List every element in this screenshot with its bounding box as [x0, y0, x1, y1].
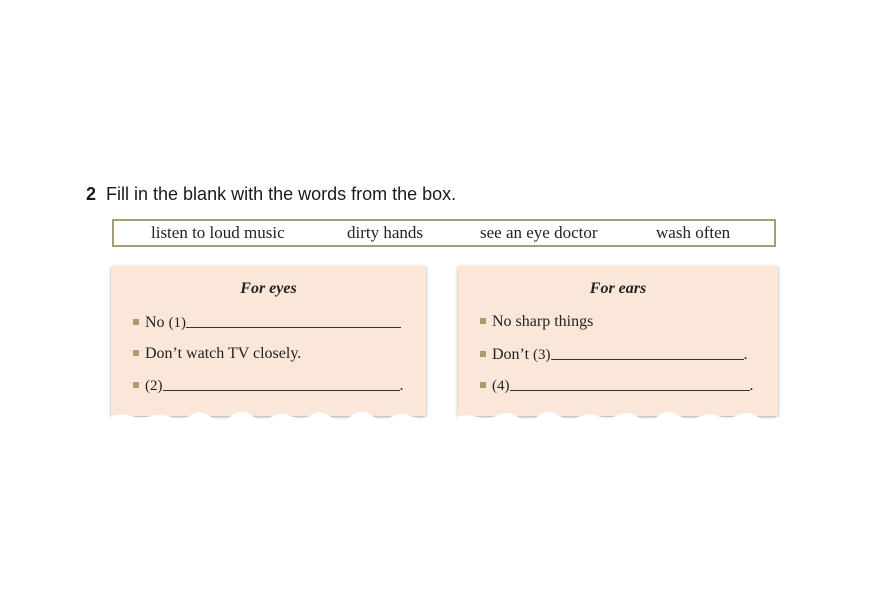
- bullet-square-icon: [133, 382, 139, 388]
- answer-blank-1[interactable]: [186, 313, 401, 328]
- bullet-square-icon: [480, 351, 486, 357]
- blank-number: (3): [533, 347, 551, 363]
- item-text: No sharp things: [492, 313, 594, 330]
- exercise-number: 2: [86, 184, 97, 204]
- word-option: dirty hands: [347, 223, 424, 242]
- blank-number: (2): [145, 378, 163, 394]
- item-punctuation: .: [743, 346, 748, 363]
- blank-number: (4): [492, 378, 510, 394]
- answer-blank-4[interactable]: [510, 376, 750, 391]
- blank-number: (1): [168, 315, 187, 331]
- item-punctuation: .: [399, 377, 404, 394]
- card-for-ears: [458, 266, 778, 416]
- torn-edge: [458, 412, 778, 420]
- item-punctuation: .: [749, 377, 754, 394]
- word-option: see an eye doctor: [480, 223, 598, 242]
- word-box: [112, 219, 776, 247]
- exercise-instruction: Fill in the blank with the words from the box.: [106, 184, 457, 204]
- item-text: No: [145, 314, 169, 331]
- bullet-square-icon: [480, 382, 486, 388]
- list-item: [480, 345, 748, 364]
- exercise-heading: [86, 184, 456, 205]
- answer-blank-3[interactable]: [551, 345, 744, 360]
- card-title: For ears: [589, 280, 647, 297]
- torn-edge: [111, 412, 426, 420]
- word-option: listen to loud music: [151, 223, 285, 242]
- word-option: wash often: [656, 223, 731, 242]
- card-for-eyes: [111, 266, 426, 416]
- bullet-square-icon: [480, 318, 486, 324]
- list-item: [480, 313, 593, 331]
- bullet-square-icon: [133, 319, 139, 325]
- item-text: Don’t watch TV closely.: [145, 345, 302, 362]
- card-title: For eyes: [240, 280, 297, 297]
- list-item: [133, 313, 401, 332]
- list-item: [133, 376, 404, 395]
- list-item: [133, 345, 301, 363]
- item-text: Don’t: [492, 346, 534, 363]
- bullet-square-icon: [133, 350, 139, 356]
- answer-blank-2[interactable]: [163, 376, 400, 391]
- list-item: [480, 376, 754, 395]
